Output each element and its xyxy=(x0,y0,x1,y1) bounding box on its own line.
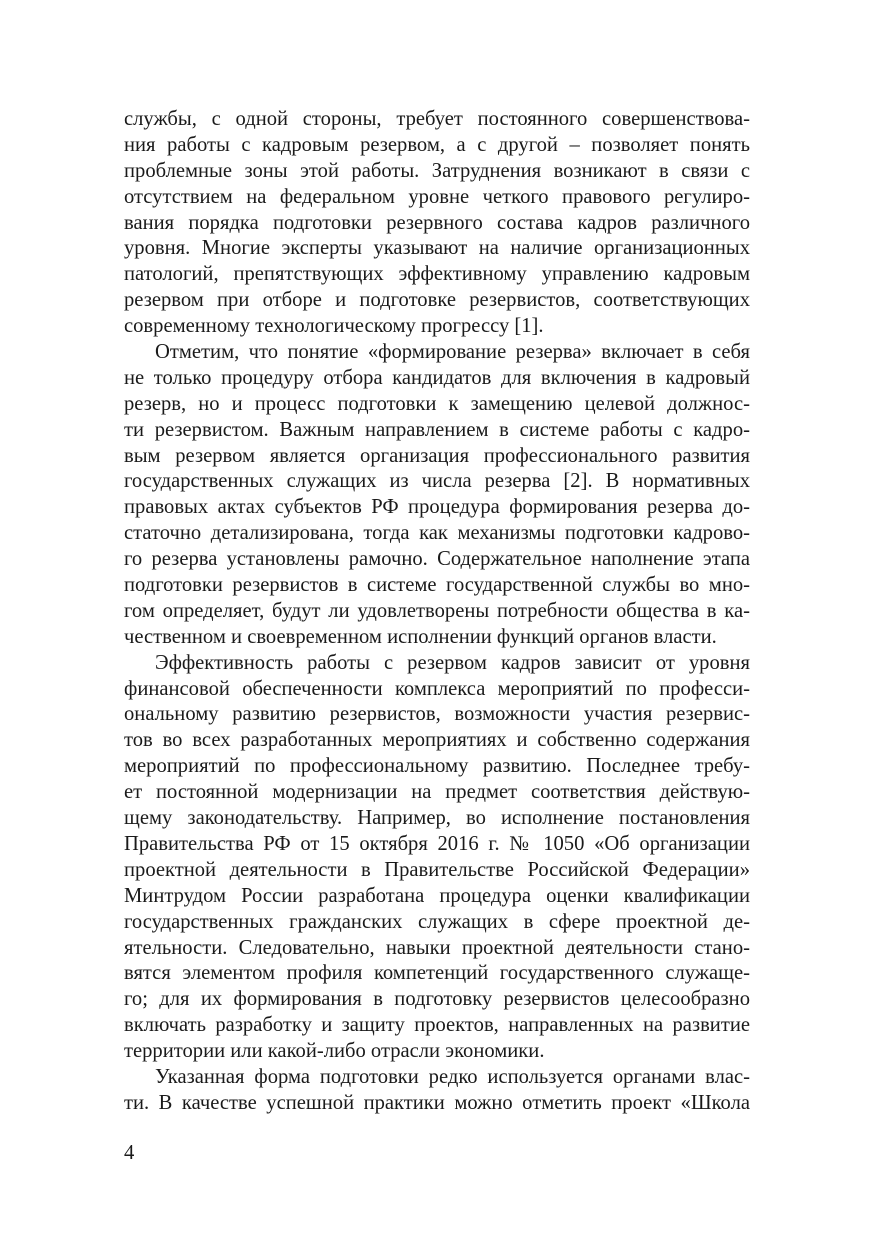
page-number: 4 xyxy=(124,1142,135,1164)
text-line: мероприятий по профессиональному развитию. Последнее требу- xyxy=(124,755,750,778)
text-line: финансовой обеспеченности комплекса мероприятий по професси- xyxy=(124,677,750,700)
text-line: Отметим, что понятие «формирование резерва» включает в себя xyxy=(155,341,750,364)
text-line: ет постоянной модернизации на предмет соответствия действую- xyxy=(124,781,750,804)
text-line: Эффективность работы с резервом кадров зависит от уровня xyxy=(155,651,750,674)
paragraph xyxy=(124,340,750,651)
text-line: правовых актах субъектов РФ процедура формирования резерва до- xyxy=(124,496,750,519)
text-line: ния работы с кадровым резервом, а с другой – позволяет понять xyxy=(124,133,750,156)
text-line: территории или какой-либо отрасли экономики. xyxy=(124,1040,545,1063)
text-line: проблемные зоны этой работы. Затруднения возникают в связи с xyxy=(124,159,750,182)
text-line: включать разработку и защиту проектов, направленных на развитие xyxy=(124,1014,750,1037)
text-line: подготовки резервистов в системе государственной службы во мно- xyxy=(124,574,750,597)
text-line: Указанная форма подготовки редко используется органами влас- xyxy=(155,1065,750,1088)
text-line: го; для их формирования в подготовку резервистов целесообразно xyxy=(124,988,750,1011)
text-line: вым резервом является организация профессионального развития xyxy=(124,444,750,467)
text-line: Правительства РФ от 15 октября 2016 г. № 1050 «Об организации xyxy=(124,832,750,855)
text-line: резервом при отборе и подготовке резервистов, соответствующих xyxy=(124,289,750,312)
text-line: резерв, но и процесс подготовки к замещению целевой должнос- xyxy=(124,392,750,415)
text-line: ти резервистом. Важным направлением в системе работы с кадро- xyxy=(124,418,750,441)
text-line: чественном и своевременном исполнении функций органов власти. xyxy=(124,625,717,648)
text-line: вятся элементом профиля компетенций государственного служаще- xyxy=(124,962,750,985)
paragraph xyxy=(124,651,750,1065)
text-line: уровня. Многие эксперты указывают на наличие организационных xyxy=(124,237,750,260)
text-line: государственных гражданских служащих в сфере проектной де- xyxy=(124,910,750,933)
paragraph xyxy=(124,107,750,340)
text-line: патологий, препятствующих эффективному управлению кадровым xyxy=(124,263,750,286)
text-line: тов во всех разработанных мероприятиях и собственно содержания xyxy=(124,729,750,752)
body-text xyxy=(124,107,750,1117)
text-line: государственных служащих из числа резерва [2]. В нормативных xyxy=(124,470,750,493)
text-line: Минтрудом России разработана процедура оценки квалификации xyxy=(124,884,750,907)
text-line: ятельности. Следовательно, навыки проектной деятельности стано- xyxy=(124,936,750,959)
text-line: не только процедуру отбора кандидатов для включения в кадровый xyxy=(124,366,750,389)
text-line: щему законодательству. Например, во исполнение постановления xyxy=(124,807,750,830)
text-line: вания порядка подготовки резервного состава кадров различного xyxy=(124,211,750,234)
text-line: статочно детализирована, тогда как механизмы подготовки кадрово- xyxy=(124,522,750,545)
text-line: гом определяет, будут ли удовлетворены потребности общества в ка- xyxy=(124,599,750,622)
text-line: проектной деятельности в Правительстве Российской Федерации» xyxy=(124,858,750,881)
paragraph xyxy=(124,1065,750,1117)
text-line: отсутствием на федеральном уровне четкого правового регулиро- xyxy=(124,185,750,208)
text-line: современному технологическому прогрессу [1]. xyxy=(124,315,544,338)
text-line: ональному развитию резервистов, возможности участия резервис- xyxy=(124,703,750,726)
text-line: ти. В качестве успешной практики можно отметить проект «Школа xyxy=(124,1091,750,1114)
text-line: службы, с одной стороны, требует постоянного совершенствова- xyxy=(124,108,750,130)
text-line: го резерва установлены рамочно. Содержательное наполнение этапа xyxy=(124,548,750,571)
